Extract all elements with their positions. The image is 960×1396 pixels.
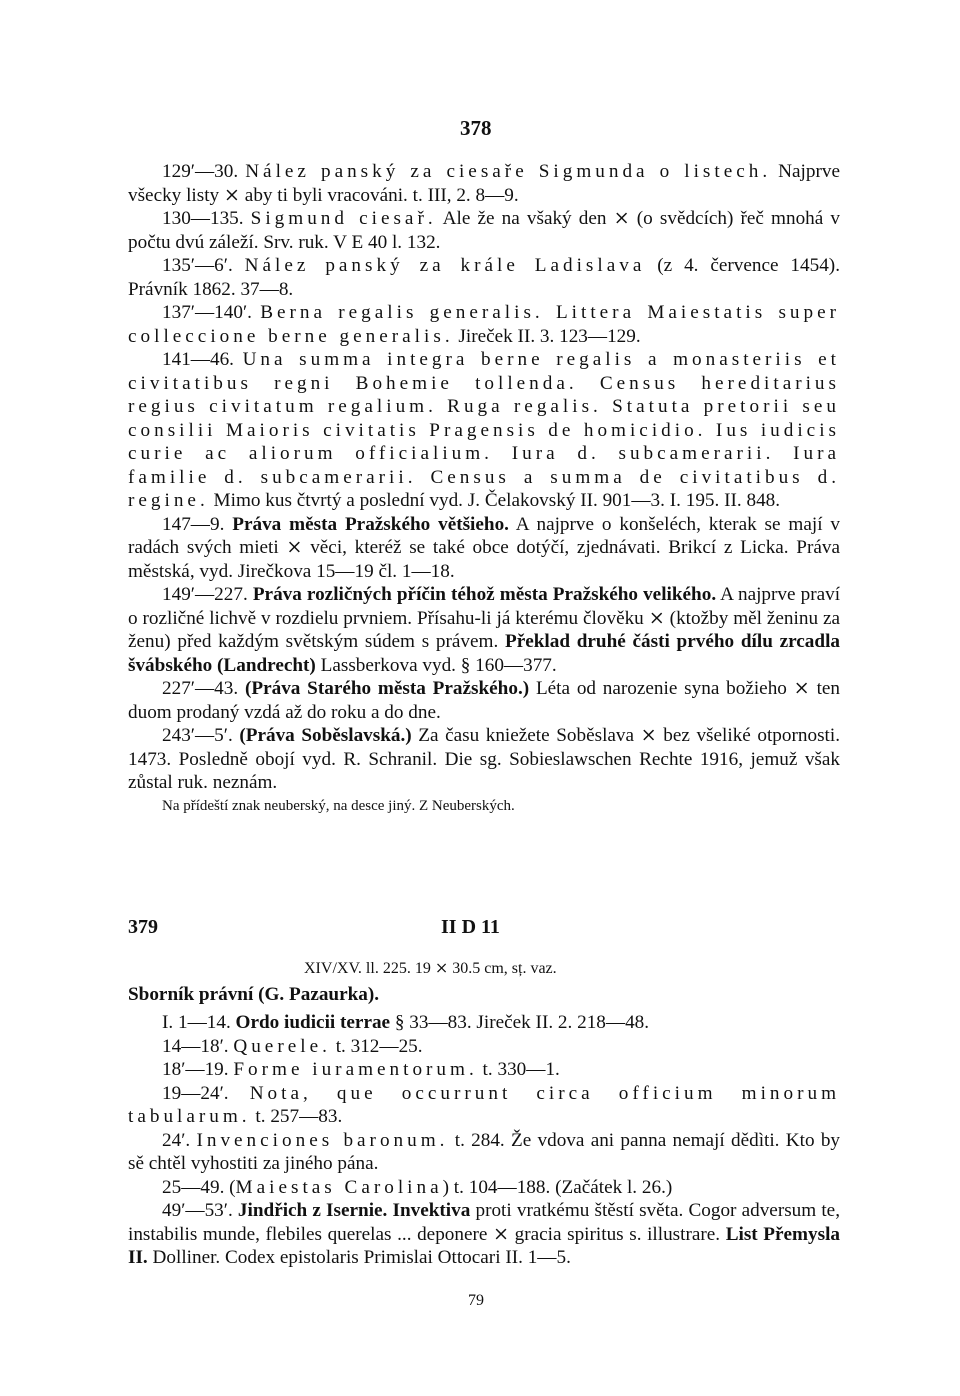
entry: 18′—19. Forme iuramentorum. t. 330—1. — [162, 1059, 560, 1080]
manuscript-title: Sborník právní (G. Pazaurka). — [128, 984, 380, 1005]
page-header-number: 378 — [460, 116, 492, 140]
entry: 137′—140′. Berna regalis generalis. Littera Maiestatis super colleccione berne generalis. Jireček II. 3. 123—129. — [128, 302, 841, 347]
entry: 24′. Invenciones baronum. t. 284. Že vdova ani panna nemají dědìti. Kto by sě chtěl vyhostiti za jiného pána. — [128, 1129, 841, 1174]
entry: 243′—5′. (Práva Soběslavská.) Za času kniežete Soběslava ⨯ bez všeliké otpornosti. 1473. Posledně obojí vyd. R. Schranil. Die sg. Sobieslawschen Rechte 1916, jemuž však zůstal ruk. neznám. — [128, 725, 840, 793]
entry: 14—18′. Querele. t. 312—25. — [162, 1035, 423, 1057]
entries-378 — [128, 160, 840, 816]
entry: 135′—6′. Nález panský za krále Ladislava (z 4. července 1454). Právník 1862. 37—8. — [128, 255, 840, 300]
entry-number: 379 — [128, 916, 158, 938]
entry: 130—135. Sigmund ciesař. Ale že na všaký den ⨯ (o svědcích) řeč mnohá v počtu dvú záleží. Srv. ruk. V E 40 l. 132. — [128, 208, 840, 253]
entry: 49′—53′. Jindřich z Isernie. Invektiva proti vratkému štěstí světa. Cogor adversum te, instabilis munde, flebiles querelas ... deponere ⨯ gracia spiritus s. illustrare. List Přemysla II. Dolliner. Codex epistolaris Primislai Ottocari II. 1—5. — [128, 1200, 840, 1268]
entry: 25—49. (Maiestas Carolina) t. 104—188. (Začátek l. 26.) — [162, 1176, 673, 1198]
note: Na přídeští znak neuberský, na desce jiný. Z Neuberských. — [162, 797, 515, 814]
entry: 149′—227. Práva rozličných příčin téhož města Pražského velikého. A najprve praví o rozličné lichvě v rozdielu prvniem. Přísahu-li já kterému člověku ⨯ (ktožby měl ženinu za ženu) před každým světským súdem s právem. Překlad druhé části prvého dílu zrcadla švábského (Landrecht) Lassberkova vyd. § 160—377. — [128, 584, 841, 676]
page-footer-number: 79 — [468, 1292, 484, 1309]
entry: 19—24′. Nota, que occurrunt circa officium minorum tabularum. t. 257—83. — [128, 1082, 841, 1127]
manuscript-meta: XIV/XV. ll. 225. 19 ⨯ 30.5 cm, sț. vaz. — [304, 960, 557, 977]
shelfmark: II D 11 — [441, 916, 500, 938]
entry: I. 1—14. Ordo iudicii terrae § 33—83. Jireček II. 2. 218—48. — [162, 1012, 650, 1033]
entry: 129′—30. Nález panský za ciesaře Sigmunda o listech. Najprve všecky listy ⨯ aby ti byli vracováni. t. III, 2. 8—9. — [128, 161, 840, 206]
entry: 227′—43. (Práva Starého města Pražského.) Léta od narozenie syna božieho ⨯ ten duom prodaný vzdá až do roku a do dne. — [128, 678, 841, 723]
entry: 147—9. Práva města Pražského většieho. A najprve o konšeléch, kterak se mají v radách svých mieti ⨯ věci, kteréž se také obce dotýčí, zjednávati. Brikcí z Licka. Práva městská, vyd. Jirečkova 15—19 čl. 1—18. — [128, 513, 840, 582]
entry: 141—46. Una summa integra berne regalis a monasteriis et civitatibus regni Bohemie tollenda. Census hereditarius regius civitatum regalium. Ruga regalis. Statuta pretorii seu consilii Maioris civitatis Pragensis de homicidio. Ius iudicis curie ac aliorum officialium. Iura d. subcamerarii. Iura familie d. subcamerarii. Census a summa de civitatibus d. regine. Mimo kus čtvrtý a poslední vyd. J. Čelakovský II. 901—3. I. 195. II. 848. — [128, 349, 841, 511]
entries-379 — [128, 958, 840, 1270]
